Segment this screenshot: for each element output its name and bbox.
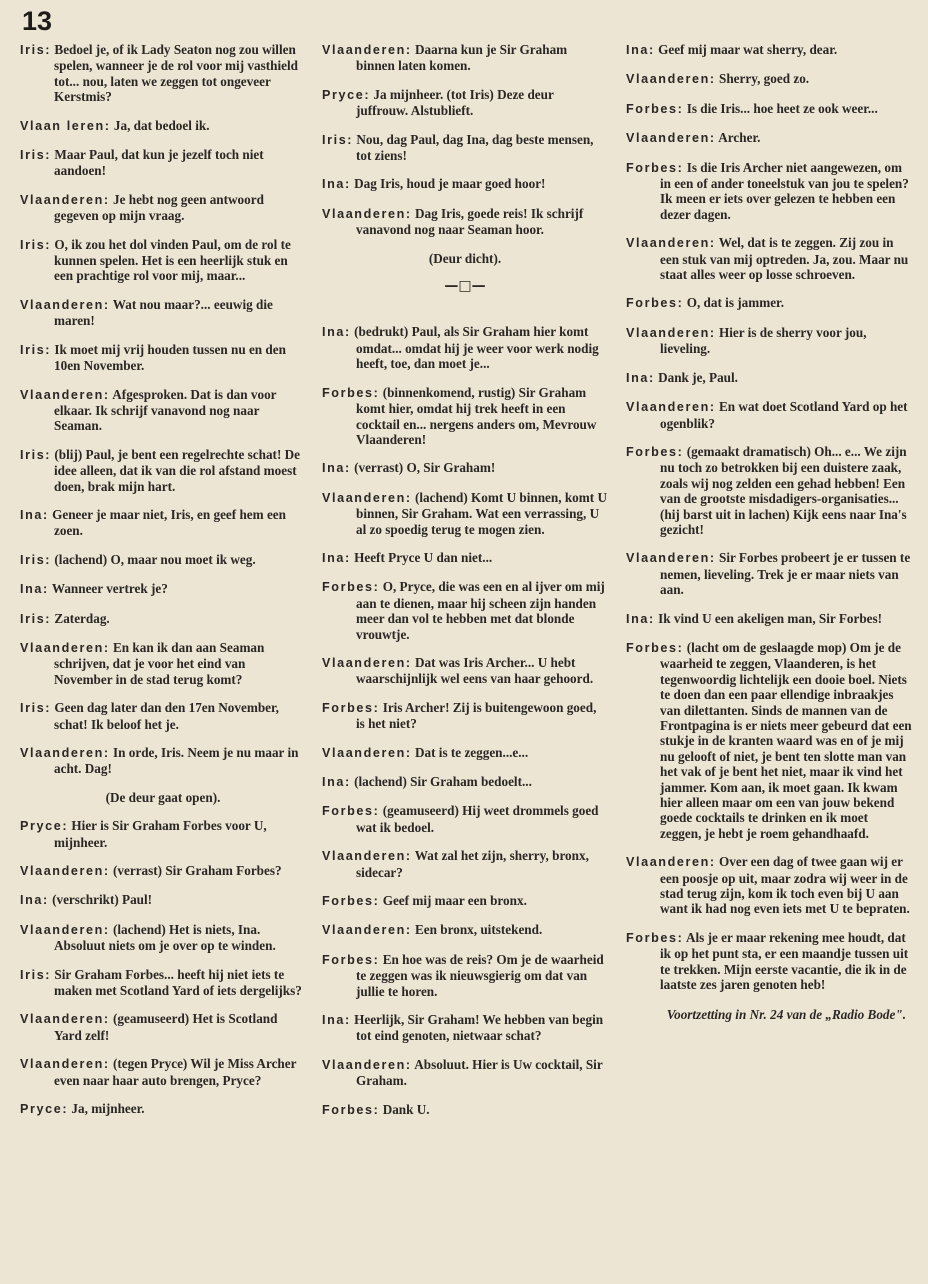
dialogue-entry [322,1102,608,1118]
dialogue-entry [322,803,608,835]
speaker-name: Forbes: [626,101,684,116]
dialogue-entry [626,444,912,537]
dialogue-entry [322,87,608,119]
speaker-name: Ina: [322,461,351,476]
dialogue-entry [322,700,608,732]
dialogue-entry [20,552,306,568]
dialogue-text: Is die Iris... hoe heet ze ook weer... [686,100,878,116]
stage-direction: (Deur dicht). [428,250,502,266]
speaker-name: Ina: [626,370,655,385]
speaker-name: Ina: [322,325,351,340]
speaker-name: Iris: [20,611,52,626]
speaker-name: Forbes: [322,700,380,715]
dialogue-text: Sir Forbes probeert je er tussen te nemen, lieveling. Trek je er maar niets van aan. [660,550,911,598]
dialogue-text: Zaterdag. [54,610,110,626]
speaker-name: Vlaanderen: [322,655,412,670]
dialogue-entry [20,967,306,999]
speaker-name: Iris: [20,701,52,716]
dialogue-text: Is die Iris Archer niet aangewezen, om in een of ander toneelstuk van jou te spelen? Ik meen er iets over gelezen te hebben een dezer dagen. [660,159,909,222]
speaker-name: Iris: [20,967,52,982]
dialogue-entry [20,147,306,179]
speaker-name: Vlaanderen: [322,849,412,864]
dialogue-entry [20,640,306,687]
dialogue-text: O, dat is jammer. [686,295,784,311]
speaker-name: Vlaan leren: [20,118,111,133]
dialogue-entry [20,507,306,539]
speaker-name: Iris: [20,447,52,462]
dialogue-entry [322,922,608,938]
dialogue-entry [322,385,608,448]
speaker-name: Vlaanderen: [20,864,110,879]
text-column-1 [20,42,306,1131]
dialogue-text: Een bronx, uitstekend. [415,922,543,938]
dialogue-entry [626,160,912,223]
speaker-name: Ina: [626,611,655,626]
dialogue-entry [626,640,912,841]
dialogue-text: Wel, dat is te zeggen. Zij zou in een stuk van mij optreden. Ja, zou. Maar nu staat alles weer op losse schroeven. [660,235,909,283]
speaker-name: Vlaanderen: [20,640,110,655]
dialogue-entry [20,342,306,374]
dialogue-entry [626,550,912,597]
dialogue-text: (lachend) Komt U binnen, komt U binnen, Sir Graham. Wat een verrassing, U al zo spoedig terug te mogen zien. [356,489,607,537]
speaker-name: Iris: [20,342,52,357]
speaker-name: Vlaanderen: [626,400,716,415]
speaker-name: Iris: [322,132,354,147]
dialogue-text: Geen dag later dan den 17en November, schat! Ik beloof het je. [54,700,279,732]
dialogue-text: Absoluut. Hier is Uw cocktail, Sir Graham. [356,1056,603,1089]
dialogue-entry [20,118,306,134]
dialogue-text: Dank je, Paul. [658,369,738,385]
stage-direction: (De deur gaat open). [105,789,221,805]
dialogue-entry [322,952,608,999]
speaker-name: Vlaanderen: [322,1057,412,1072]
dialogue-entry [20,1101,306,1117]
text-column-2 [322,42,608,1131]
dialogue-entry [20,611,306,627]
dialogue-text: Nou, dag Paul, dag Ina, dag beste mensen, tot ziens! [356,131,594,164]
dialogue-text: Archer. [718,130,761,146]
speaker-name: Pryce: [20,819,69,834]
dialogue-text: Wat nou maar?... eeuwig die maren! [54,296,273,329]
dialogue-text: En kan ik dan aan Seaman schrijven, dat je voor het eind van November in de stad terug komt? [54,639,265,687]
speaker-name: Ina: [322,177,351,192]
dialogue-entry [322,774,608,790]
speaker-name: Vlaanderen: [626,72,716,87]
speaker-name: Forbes: [322,952,380,967]
speaker-name: Vlaanderen: [322,923,412,938]
dialogue-entry [626,930,912,993]
dialogue-text: (blij) Paul, je bent een regelrechte schat! De idee alleen, dat ik van die rol afstand moest doen, brak mijn hart. [54,446,301,494]
dialogue-text: Geef mij maar een bronx. [382,893,527,909]
speaker-name: Forbes: [626,444,684,459]
speaker-name: Vlaanderen: [322,43,412,57]
dialogue-entry [20,745,306,777]
dialogue-text: Dat is te zeggen...e... [415,744,529,760]
dialogue-text: Sherry, goed zo. [719,71,810,87]
dialogue-text: Hier is de sherry voor jou, lieveling. [660,324,867,357]
dialogue-text: (lachend) Sir Graham bedoelt... [354,774,532,789]
dialogue-text: Ik moet mij vrij houden tussen nu en den 10en November. [54,341,286,374]
dialogue-entry [322,1012,608,1044]
dialogue-entry [20,1056,306,1088]
dialogue-entry [322,1057,608,1089]
dialogue-entry [626,370,912,386]
dialogue-entry [20,863,306,879]
speaker-name: Forbes: [626,640,684,655]
dialogue-entry [626,235,912,282]
dialogue-entry [322,460,608,476]
dialogue-text: O, Pryce, die was een en al ijver om mij aan te dienen, maar hij scheen zijn handen meer dan vol te hebben met dat blonde vrouwtje. [356,579,605,642]
dialogue-text: (verschrikt) Paul! [52,892,153,908]
speaker-name: Forbes: [626,160,684,175]
dialogue-text: Dag Iris, goede reis! Ik schrijf vanavond nog naar Seaman hoor. [356,205,584,238]
dialogue-entry [20,237,306,284]
dialogue-text: Wanneer vertrek je? [51,581,168,597]
speaker-name: Forbes: [626,296,684,311]
speaker-name: Vlaanderen: [20,746,110,760]
dialogue-entry [322,579,608,642]
speaker-name: Vlaanderen: [626,551,716,566]
dialogue-text: In orde, Iris. Neem je nu maar in acht. Dag! [54,745,299,777]
speaker-name: Vlaanderen: [20,297,110,312]
dialogue-entry [322,550,608,566]
dialogue-entry [626,42,912,58]
dialogue-text: Maar Paul, dat kun je jezelf toch niet aandoen! [54,147,264,179]
speaker-name: Vlaanderen: [322,490,412,505]
dialogue-text: Over een dag of twee gaan wij er een poosje op uit, maar zodra wij weer in de stad terug zijn, kom ik toch even bij U aan want ik had nog even iets met U te bepraten. [660,854,910,917]
dialogue-entry [20,700,306,732]
dialogue-entry [20,1011,306,1043]
dialogue-text: Heeft Pryce U dan niet... [354,549,493,565]
dialogue-text: Wat zal het zijn, sherry, bronx, sidecar? [356,848,589,880]
dialogue-entry [20,192,306,224]
speaker-name: Vlaanderen: [20,1012,110,1027]
dialogue-text: (geamuseerd) Het is Scotland Yard zelf! [54,1011,278,1043]
dialogue-entry [20,892,306,908]
dialogue-text: (gemaakt dramatisch) Oh... e... We zijn nu toch zo betrokken bij een duistere zaak, zoals wij nog zelden een gehad hebben! Een van de grootste misdadigers-organisaties... (hij barst uit in lachen) Kijk eens naar Ina's gezicht! [660,443,907,537]
speaker-name: Pryce: [322,87,371,102]
dialogue-text: Afgesproken. Dat is dan voor elkaar. Ik schrijf vanavond nog naar Seaman. [54,386,277,434]
speaker-name: Ina: [322,775,351,789]
speaker-name: Ina: [322,550,351,565]
speaker-name: Iris: [20,237,52,252]
dialogue-entry [322,745,608,761]
dialogue-entry [322,490,608,537]
dialogue-text: En hoe was de reis? Om je de waarheid te zeggen was ik nieuwsgierig om dat van jullie te horen. [356,951,604,999]
speaker-name: Ina: [20,893,49,908]
dialogue-text: (binnenkomend, rustig) Sir Graham komt hier, omdat hij trek heeft in een cocktail en... nergens anders om, Mevrouw Vlaanderen! [356,384,597,447]
dialogue-text: Geef mij maar wat sherry, dear. [658,42,838,57]
speaker-name: Pryce: [20,1102,69,1117]
speaker-name: Iris: [20,552,52,567]
dialogue-text: Ja mijnheer. (tot Iris) Deze deur juffrouw. Alstublieft. [356,86,554,119]
dialogue-entry [20,387,306,434]
dialogue-entry [20,447,306,494]
dialogue-entry [626,611,912,627]
dialogue-text: Dank U. [382,1101,430,1117]
speaker-name: Vlaanderen: [626,855,716,870]
speaker-name: Vlaanderen: [20,192,110,207]
dialogue-text: Bedoel je, of ik Lady Seaton nog zou willen spelen, wanneer je de rol voor mij vasthield tot... nou, laten we zeggen tot ongeveer Kerstmis? [54,42,298,105]
speaker-name: Vlaanderen: [322,206,412,221]
dialogue-entry [322,324,608,371]
dialogue-entry [20,581,306,597]
speaker-name: Forbes: [322,385,380,400]
dialogue-entry [322,42,608,74]
dialogue-text: Dag Iris, houd je maar goed hoor! [354,176,546,192]
speaker-name: Vlaanderen: [626,236,716,251]
speaker-name: Forbes: [626,930,684,945]
dialogue-text: (lacht om de geslaagde mop) Om je de waarheid te zeggen, Vlaanderen, is het tegenwoordig lichtelijk een dooie boel. Niets te doen dan een paar ellendige inbraakjes van dilettanten. Sinds de mannen van de Frontpagina is er niets meer gebeurd dat een stukje in de kranten waard was en of je mij nu gelooft of niet, je bent ten slotte man van het vak of je bent het niet, maar ik vind het jammer. Kom aan, ik moet gaan. Ik kwam hier alleen maar om een van jouw bekend goede cocktails te drinken en ik moet zeggen, je hebt je roem gehandhaafd. [660,639,912,841]
speaker-name: Vlaanderen: [322,745,412,760]
dialogue-text: Ik vind U een akeligen man, Sir Forbes! [658,610,883,626]
dialogue-entry [322,655,608,687]
dialogue-entry [20,297,306,329]
speaker-name: Ina: [20,507,49,522]
dialogue-text: Als je er maar rekening mee houdt, dat ik op het punt sta, er een maandje tussen uit te trekken. Mijn eerste vacantie, die ik in de laatste zes jaren genoten heb! [660,929,909,993]
speaker-name: Ina: [626,43,655,57]
dialogue-text: (tegen Pryce) Wil je Miss Archer even naar haar auto brengen, Pryce? [54,1056,297,1088]
dialogue-text: O, ik zou het dol vinden Paul, om de rol te kunnen spelen. Het is een heerlijk stuk en een prachtige rol voor mij, maar... [54,236,291,284]
section-divider-icon: —□— [444,278,486,295]
speaker-name: Vlaanderen: [626,131,716,146]
dialogue-entry [20,818,306,850]
dialogue-text: Je hebt nog geen antwoord gegeven op mijn vraag. [54,191,264,224]
dialogue-text: En wat doet Scotland Yard op het ogenblik? [660,399,908,431]
dialogue-text: (lachend) O, maar nou moet ik weg. [54,551,256,567]
dialogue-entry [322,848,608,880]
speaker-name: Vlaanderen: [20,922,110,937]
dialogue-text: (geamuseerd) Hij weet drommels goed wat ik bedoel. [356,803,599,835]
dialogue-entry [322,206,608,238]
dialogue-text: Daarna kun je Sir Graham binnen laten komen. [356,42,568,74]
dialogue-entry [626,854,912,917]
dialogue-text: Sir Graham Forbes... heeft hij niet iets te maken met Scotland Yard of iets dergelijks? [54,966,302,999]
speaker-name: Forbes: [322,1102,380,1117]
speaker-name: Iris: [20,43,52,57]
text-column-3 [626,42,912,1023]
dialogue-entry [626,130,912,146]
dialogue-text: Geneer je maar niet, Iris, en geef hem een zoen. [52,506,286,539]
speaker-name: Vlaanderen: [20,1057,110,1072]
speaker-name: Forbes: [322,580,380,595]
speaker-name: Vlaanderen: [20,387,110,402]
dialogue-entry [20,922,306,954]
dialogue-text: Heerlijk, Sir Graham! We hebben van begin tot eind genoten, nietwaar schat? [354,1012,604,1044]
dialogue-entry [20,42,306,105]
speaker-name: Ina: [20,582,49,597]
speaker-name: Vlaanderen: [626,325,716,340]
dialogue-entry [322,176,608,192]
dialogue-text: (lachend) Het is niets, Ina. Absoluut niets om je over op te winden. [54,921,276,954]
dialogue-entry [626,71,912,87]
speaker-name: Forbes: [322,894,380,909]
dialogue-text: (verrast) Sir Graham Forbes? [113,863,282,879]
dialogue-text: Hier is Sir Graham Forbes voor U, mijnheer. [54,818,267,850]
dialogue-entry [322,132,608,164]
dialogue-text: Ja, mijnheer. [71,1101,145,1117]
dialogue-text: (verrast) O, Sir Graham! [354,460,496,476]
dialogue-entry [626,399,912,431]
speaker-name: Forbes: [322,804,380,819]
speaker-name: Ina: [322,1013,351,1028]
dialogue-entry [322,893,608,909]
continuation-note: Voortzetting in Nr. 24 van de „Radio Bode". [666,1006,906,1022]
dialogue-entry [626,325,912,357]
dialogue-entry [626,101,912,117]
dialogue-text: Iris Archer! Zij is buitengewoon goed, is het niet? [356,699,597,732]
dialogue-text: Ja, dat bedoel ik. [113,117,210,133]
dialogue-text: (bedrukt) Paul, als Sir Graham hier komt omdat... omdat hij je weer voor werk nodig heeft, toe, dan moet je... [354,324,599,372]
dialogue-text: Dat was Iris Archer... U hebt waarschijnlijk wel eens van haar gehoord. [356,654,594,687]
page-number: 13 [22,6,53,36]
speaker-name: Iris: [20,148,52,163]
dialogue-entry [626,295,912,311]
